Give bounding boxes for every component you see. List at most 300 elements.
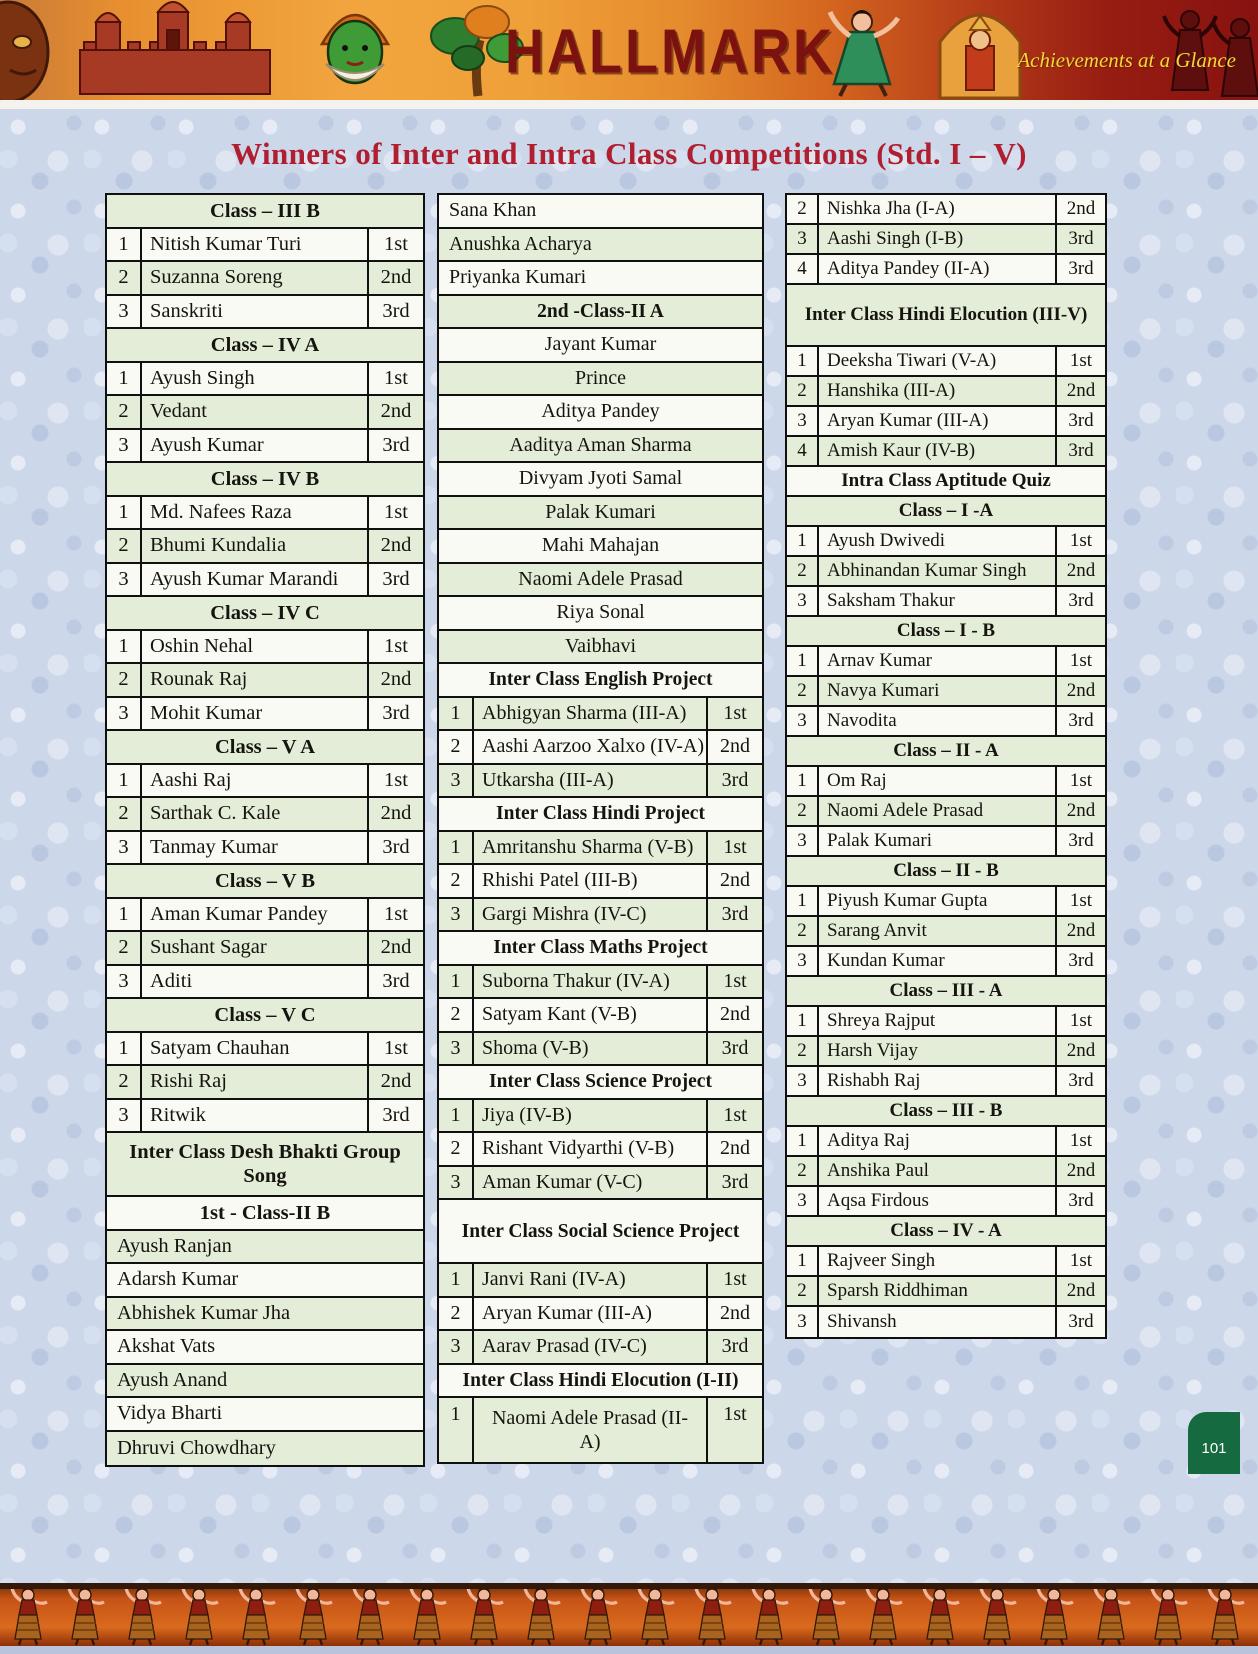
position-cell: 2nd — [1066, 560, 1096, 581]
rank-cell: 3 — [107, 296, 142, 328]
position-cell: 2nd — [380, 668, 412, 691]
winner-row — [787, 437, 1105, 467]
winner-row — [439, 865, 762, 899]
winner-row — [439, 1298, 762, 1332]
winner-name-cell: Janvi Rani (IV-A) — [474, 1264, 708, 1296]
dancing-girl-illustration — [830, 10, 898, 96]
position-cell: 3rd — [721, 1170, 749, 1193]
position-cell: 3rd — [721, 768, 749, 791]
rank-cell: 1 — [439, 1264, 474, 1296]
winner-row — [787, 1277, 1105, 1307]
winner-row — [787, 917, 1105, 947]
rank-cell: 2 — [439, 999, 474, 1031]
winner-name-cell: Rhishi Patel (III-B) — [474, 865, 708, 897]
position-cell: 1st — [384, 232, 408, 255]
winner-name-cell: Sushant Sagar — [142, 932, 369, 964]
participant-name-row: Ayush Anand — [107, 1365, 423, 1399]
rank-cell: 2 — [107, 262, 142, 294]
rank-cell: 3 — [107, 430, 142, 462]
rank-cell: 3 — [787, 407, 819, 435]
winner-name-cell: Palak Kumari — [819, 827, 1057, 855]
rank-cell: 1 — [439, 966, 474, 998]
rank-cell: 1 — [787, 347, 819, 375]
page-number-tab — [1188, 1412, 1240, 1474]
position-cell: 2nd — [380, 534, 412, 557]
rank-cell: 3 — [787, 225, 819, 253]
rank-cell: 1 — [107, 899, 142, 931]
participant-name-row: Ayush Ranjan — [107, 1231, 423, 1265]
winner-name-cell: Ayush Singh — [142, 363, 369, 395]
participant-name-row: Sana Khan — [439, 195, 762, 229]
winner-name-cell: Md. Nafees Raza — [142, 497, 369, 529]
position-cell: 2nd — [380, 802, 412, 825]
participant-name-row: Priyanka Kumari — [439, 262, 762, 296]
winner-name-cell: Abhigyan Sharma (III-A) — [474, 698, 708, 730]
winner-name-cell: Saksham Thakur — [819, 587, 1057, 615]
participant-name-row: Vaibhavi — [439, 631, 762, 665]
position-cell: 3rd — [1068, 1311, 1094, 1332]
participant-name-row: Palak Kumari — [439, 497, 762, 531]
position-cell: 3rd — [1068, 710, 1094, 731]
winner-row — [107, 497, 423, 531]
winner-row — [107, 966, 423, 1000]
rank-cell: 3 — [107, 698, 142, 730]
winner-row — [787, 1247, 1105, 1277]
section-header-row: Class – I - B — [787, 617, 1105, 647]
section-header-row: Class – IV - A — [787, 1217, 1105, 1247]
section-header-row: Class – I -A — [787, 497, 1105, 527]
participant-name-row: Prince — [439, 363, 762, 397]
rank-cell: 1 — [107, 363, 142, 395]
page-body — [0, 109, 1258, 1583]
position-cell: 3rd — [1068, 830, 1094, 851]
section-header-row: Class – IV B — [107, 463, 423, 497]
winner-name-cell: Navya Kumari — [819, 677, 1057, 705]
page-title: Winners of Inter and Intra Class Competitions (Std. I – V) — [231, 136, 1027, 171]
winner-row — [439, 966, 762, 1000]
winner-name-cell: Ayush Dwivedi — [819, 527, 1057, 555]
rank-cell: 1 — [787, 647, 819, 675]
winner-row — [107, 262, 423, 296]
section-header-row: 2nd -Class-II A — [439, 296, 762, 330]
position-cell: 2nd — [380, 400, 412, 423]
rank-cell: 3 — [787, 827, 819, 855]
participant-name-row: Dhruvi Chowdhary — [107, 1432, 423, 1466]
section-header-row: Inter Class English Project — [439, 664, 762, 698]
winner-name-cell: Gargi Mishra (IV-C) — [474, 899, 708, 931]
section-header-row: Class – III B — [107, 195, 423, 229]
red-fort-illustration — [80, 2, 270, 94]
winner-name-cell: Suzanna Soreng — [142, 262, 369, 294]
winner-row — [107, 832, 423, 866]
winner-name-cell: Aryan Kumar (III-A) — [474, 1298, 708, 1330]
position-cell: 3rd — [382, 701, 410, 724]
rank-cell: 3 — [107, 966, 142, 998]
winner-row — [787, 527, 1105, 557]
winner-name-cell: Amish Kaur (IV-B) — [819, 437, 1057, 465]
winner-name-cell: Shreya Rajput — [819, 1007, 1057, 1035]
rank-cell: 2 — [787, 797, 819, 825]
winner-row — [787, 1187, 1105, 1217]
participant-name-row: Anushka Acharya — [439, 229, 762, 263]
rank-cell: 1 — [787, 527, 819, 555]
winner-name-cell: Sarang Anvit — [819, 917, 1057, 945]
winner-name-cell: Suborna Thakur (IV-A) — [474, 966, 708, 998]
winner-name-cell: Satyam Kant (V-B) — [474, 999, 708, 1031]
winner-name-cell: Vedant — [142, 396, 369, 428]
winner-row — [787, 1037, 1105, 1067]
rank-cell: 1 — [107, 765, 142, 797]
rank-cell: 2 — [107, 396, 142, 428]
winner-name-cell: Abhinandan Kumar Singh — [819, 557, 1057, 585]
rank-cell: 3 — [787, 1307, 819, 1337]
section-header-row: Class – V A — [107, 731, 423, 765]
winner-name-cell: Naomi Adele Prasad — [819, 797, 1057, 825]
winner-row — [107, 296, 423, 330]
rank-cell: 1 — [787, 1007, 819, 1035]
winner-row — [107, 765, 423, 799]
winner-name-cell: Aman Kumar (V-C) — [474, 1167, 708, 1199]
winner-row — [107, 396, 423, 430]
winner-row — [439, 1398, 762, 1462]
winner-name-cell: Oshin Nehal — [142, 631, 369, 663]
winner-row — [439, 731, 762, 765]
rank-cell: 2 — [787, 1157, 819, 1185]
rank-cell: 2 — [439, 1298, 474, 1330]
section-header-row: Inter Class Desh Bhakti Group Song — [107, 1133, 423, 1197]
winner-name-cell: Aditi — [142, 966, 369, 998]
winner-row — [439, 1264, 762, 1298]
section-header-row: Class – IV A — [107, 329, 423, 363]
position-cell: 3rd — [1068, 950, 1094, 971]
winner-name-cell: Rishabh Raj — [819, 1067, 1057, 1095]
rank-cell: 1 — [107, 631, 142, 663]
winner-row — [787, 255, 1105, 285]
position-cell: 2nd — [720, 869, 750, 892]
winner-row — [787, 225, 1105, 255]
rank-cell: 3 — [107, 564, 142, 596]
rank-cell: 1 — [787, 1247, 819, 1275]
rank-cell: 2 — [787, 917, 819, 945]
winner-row — [107, 530, 423, 564]
section-header-row: Inter Class Social Science Project — [439, 1200, 762, 1264]
winner-row — [787, 1007, 1105, 1037]
winners-table-column-1 — [105, 193, 425, 1467]
winner-name-cell: Naomi Adele Prasad (II-A) — [474, 1398, 708, 1462]
rank-cell: 3 — [787, 1187, 819, 1215]
position-cell: 2nd — [1066, 1040, 1096, 1061]
winner-name-cell: Deeksha Tiwari (V-A) — [819, 347, 1057, 375]
position-cell: 2nd — [720, 1003, 750, 1026]
winner-name-cell: Aditya Pandey (II-A) — [819, 255, 1057, 283]
rank-cell: 2 — [787, 677, 819, 705]
rank-cell: 3 — [787, 947, 819, 975]
section-header-row: Inter Class Hindi Elocution (III-V) — [787, 285, 1105, 347]
winner-row — [787, 407, 1105, 437]
position-cell: 1st — [384, 500, 408, 523]
position-cell: 1st — [384, 768, 408, 791]
position-cell: 2nd — [720, 1137, 750, 1160]
participant-name-row: Abhishek Kumar Jha — [107, 1298, 423, 1332]
position-cell: 3rd — [1068, 228, 1094, 249]
kathakali-mask-illustration — [322, 15, 388, 83]
position-cell: 2nd — [1066, 800, 1096, 821]
winner-name-cell: Arnav Kumar — [819, 647, 1057, 675]
winner-row — [107, 698, 423, 732]
winner-name-cell: Sarthak C. Kale — [142, 798, 369, 830]
rank-cell: 1 — [439, 832, 474, 864]
position-cell: 3rd — [382, 299, 410, 322]
winner-row — [107, 631, 423, 665]
winner-row — [107, 664, 423, 698]
rank-cell: 2 — [787, 557, 819, 585]
winner-row — [439, 765, 762, 799]
winner-name-cell: Harsh Vijay — [819, 1037, 1057, 1065]
section-header-row: Class – V C — [107, 999, 423, 1033]
rank-cell: 2 — [439, 865, 474, 897]
section-header-row: Class – V B — [107, 865, 423, 899]
rank-cell: 2 — [107, 530, 142, 562]
rank-cell: 3 — [439, 765, 474, 797]
winner-row — [439, 1100, 762, 1134]
winner-row — [107, 899, 423, 933]
position-cell: 1st — [384, 1036, 408, 1059]
rank-cell: 2 — [787, 1277, 819, 1305]
winner-name-cell: Jiya (IV-B) — [474, 1100, 708, 1132]
position-cell: 1st — [723, 701, 747, 724]
rank-cell: 2 — [107, 798, 142, 830]
winner-row — [787, 377, 1105, 407]
winner-row — [787, 887, 1105, 917]
position-cell: 2nd — [1066, 198, 1096, 219]
folk-dancers-pattern — [0, 1583, 1258, 1646]
winner-row — [439, 1167, 762, 1201]
rank-cell: 1 — [787, 767, 819, 795]
position-cell: 2nd — [380, 266, 412, 289]
winner-row — [787, 647, 1105, 677]
position-cell: 2nd — [1066, 1160, 1096, 1181]
winner-name-cell: Kundan Kumar — [819, 947, 1057, 975]
section-header-row: Intra Class Aptitude Quiz — [787, 467, 1105, 497]
winner-name-cell: Nishka Jha (I-A) — [819, 195, 1057, 223]
rank-cell: 1 — [787, 887, 819, 915]
winner-name-cell: Sanskriti — [142, 296, 369, 328]
section-header-row: Class – IV C — [107, 597, 423, 631]
position-cell: 1st — [1069, 1250, 1093, 1271]
winner-name-cell: Shoma (V-B) — [474, 1033, 708, 1065]
winner-name-cell: Ayush Kumar Marandi — [142, 564, 369, 596]
winner-name-cell: Rajveer Singh — [819, 1247, 1057, 1275]
position-cell: 3rd — [382, 1103, 410, 1126]
position-cell: 3rd — [721, 1036, 749, 1059]
winner-name-cell: Hanshika (III-A) — [819, 377, 1057, 405]
winner-row — [787, 767, 1105, 797]
winner-name-cell: Aman Kumar Pandey — [142, 899, 369, 931]
rank-cell: 2 — [107, 664, 142, 696]
winner-name-cell: Tanmay Kumar — [142, 832, 369, 864]
position-cell: 1st — [1069, 650, 1093, 671]
rank-cell: 2 — [787, 1037, 819, 1065]
banner-tagline: Achievements at a Glance — [1017, 48, 1236, 72]
rank-cell: 3 — [439, 1167, 474, 1199]
winner-row — [787, 797, 1105, 827]
position-cell: 2nd — [720, 735, 750, 758]
page-header-banner — [0, 0, 1258, 100]
rank-cell: 1 — [107, 497, 142, 529]
position-cell: 1st — [1069, 530, 1093, 551]
section-header-row: 1st - Class-II B — [107, 1197, 423, 1231]
rank-cell: 1 — [107, 1033, 142, 1065]
deity-illustration — [940, 15, 1020, 98]
winner-name-cell: Bhumi Kundalia — [142, 530, 369, 562]
participant-name-row: Naomi Adele Prasad — [439, 564, 762, 598]
section-header-row: Inter Class Hindi Elocution (I-II) — [439, 1365, 762, 1399]
participant-name-row: Vidya Bharti — [107, 1398, 423, 1432]
winner-name-cell: Shivansh — [819, 1307, 1057, 1337]
tribal-mask-illustration — [0, 2, 48, 100]
position-cell: 1st — [1069, 1010, 1093, 1031]
position-cell: 3rd — [721, 902, 749, 925]
winner-row — [439, 698, 762, 732]
rank-cell: 4 — [787, 255, 819, 283]
winner-name-cell: Ritwik — [142, 1100, 369, 1132]
winners-table-column-2 — [437, 193, 764, 1464]
position-cell: 1st — [384, 366, 408, 389]
rank-cell: 3 — [439, 1033, 474, 1065]
rank-cell: 3 — [787, 587, 819, 615]
rank-cell: 3 — [787, 1067, 819, 1095]
winner-name-cell: Utkarsha (III-A) — [474, 765, 708, 797]
rank-cell: 2 — [787, 195, 819, 223]
winner-row — [439, 899, 762, 933]
winner-row — [107, 1100, 423, 1134]
section-header-row: Class – III - A — [787, 977, 1105, 1007]
winner-row — [787, 827, 1105, 857]
winner-name-cell: Aditya Raj — [819, 1127, 1057, 1155]
position-cell: 2nd — [1066, 1280, 1096, 1301]
rank-cell: 3 — [439, 899, 474, 931]
section-header-row: Class – II - B — [787, 857, 1105, 887]
position-cell: 3rd — [382, 433, 410, 456]
position-cell: 3rd — [1068, 1190, 1094, 1211]
winner-name-cell: Sparsh Riddhiman — [819, 1277, 1057, 1305]
position-cell: 3rd — [1068, 410, 1094, 431]
participant-name-row: Riya Sonal — [439, 597, 762, 631]
winner-row — [787, 1307, 1105, 1337]
winner-row — [107, 1033, 423, 1067]
winner-name-cell: Aashi Raj — [142, 765, 369, 797]
rank-cell: 2 — [439, 1133, 474, 1165]
position-cell: 1st — [384, 902, 408, 925]
section-header-row: Class – II - A — [787, 737, 1105, 767]
participant-name-row: Divyam Jyoti Samal — [439, 463, 762, 497]
position-cell: 3rd — [382, 835, 410, 858]
position-cell: 3rd — [1068, 1070, 1094, 1091]
position-cell: 1st — [384, 634, 408, 657]
page-number: 101 — [1201, 1439, 1227, 1457]
position-cell: 1st — [1069, 350, 1093, 371]
winner-row — [787, 947, 1105, 977]
participant-name-row: Akshat Vats — [107, 1331, 423, 1365]
winner-row — [107, 229, 423, 263]
position-cell: 1st — [723, 835, 747, 858]
winner-row — [787, 195, 1105, 225]
winner-name-cell: Rishant Vidyarthi (V-B) — [474, 1133, 708, 1165]
section-header-row: Inter Class Science Project — [439, 1066, 762, 1100]
position-cell: 3rd — [1068, 440, 1094, 461]
magazine-title: HALLMARK — [505, 17, 835, 87]
rank-cell: 4 — [787, 437, 819, 465]
position-cell: 3rd — [382, 567, 410, 590]
winner-name-cell: Mohit Kumar — [142, 698, 369, 730]
footer-art-band — [0, 1583, 1258, 1654]
winner-row — [787, 1157, 1105, 1187]
rank-cell: 2 — [439, 731, 474, 763]
winner-row — [787, 587, 1105, 617]
position-cell: 1st — [723, 1103, 747, 1126]
winner-name-cell: Aashi Aarzoo Xalxo (IV-A) — [474, 731, 708, 763]
winner-name-cell: Navodita — [819, 707, 1057, 735]
participant-name-row: Mahi Mahajan — [439, 530, 762, 564]
rank-cell: 3 — [107, 1100, 142, 1132]
rank-cell: 1 — [787, 1127, 819, 1155]
position-cell: 3rd — [1068, 258, 1094, 279]
section-header-row: Class – III - B — [787, 1097, 1105, 1127]
position-cell: 2nd — [1066, 920, 1096, 941]
winners-table-column-3 — [785, 193, 1107, 1339]
winner-row — [787, 677, 1105, 707]
winner-name-cell: Anshika Paul — [819, 1157, 1057, 1185]
winner-row — [439, 1033, 762, 1067]
position-cell: 1st — [723, 1403, 747, 1425]
winner-row — [107, 798, 423, 832]
winner-name-cell: Rounak Raj — [142, 664, 369, 696]
winner-row — [439, 1331, 762, 1365]
winner-name-cell: Satyam Chauhan — [142, 1033, 369, 1065]
rank-cell: 3 — [107, 832, 142, 864]
winner-name-cell: Om Raj — [819, 767, 1057, 795]
position-cell: 2nd — [380, 1070, 412, 1093]
winner-row — [107, 932, 423, 966]
position-cell: 1st — [1069, 890, 1093, 911]
participant-name-row: Aaditya Aman Sharma — [439, 430, 762, 464]
position-cell: 1st — [1069, 1130, 1093, 1151]
section-header-row: Inter Class Maths Project — [439, 932, 762, 966]
position-cell: 2nd — [720, 1301, 750, 1324]
page-bottom-edge — [0, 1646, 1258, 1654]
rank-cell: 3 — [787, 707, 819, 735]
winner-name-cell: Rishi Raj — [142, 1066, 369, 1098]
winner-name-cell: Ayush Kumar — [142, 430, 369, 462]
position-cell: 3rd — [1068, 590, 1094, 611]
participant-name-row: Jayant Kumar — [439, 329, 762, 363]
rank-cell: 1 — [439, 1398, 474, 1462]
position-cell: 1st — [723, 1268, 747, 1291]
winner-name-cell: Aqsa Firdous — [819, 1187, 1057, 1215]
winner-row — [439, 999, 762, 1033]
winner-name-cell: Piyush Kumar Gupta — [819, 887, 1057, 915]
winner-row — [107, 1066, 423, 1100]
winners-tables — [0, 193, 1258, 1483]
position-cell: 2nd — [1066, 380, 1096, 401]
rank-cell: 1 — [439, 1100, 474, 1132]
winner-name-cell: Aryan Kumar (III-A) — [819, 407, 1057, 435]
winner-row — [107, 363, 423, 397]
rank-cell: 2 — [787, 377, 819, 405]
position-cell: 3rd — [382, 969, 410, 992]
winner-name-cell: Amritanshu Sharma (V-B) — [474, 832, 708, 864]
page-edge-strip — [0, 100, 1258, 109]
